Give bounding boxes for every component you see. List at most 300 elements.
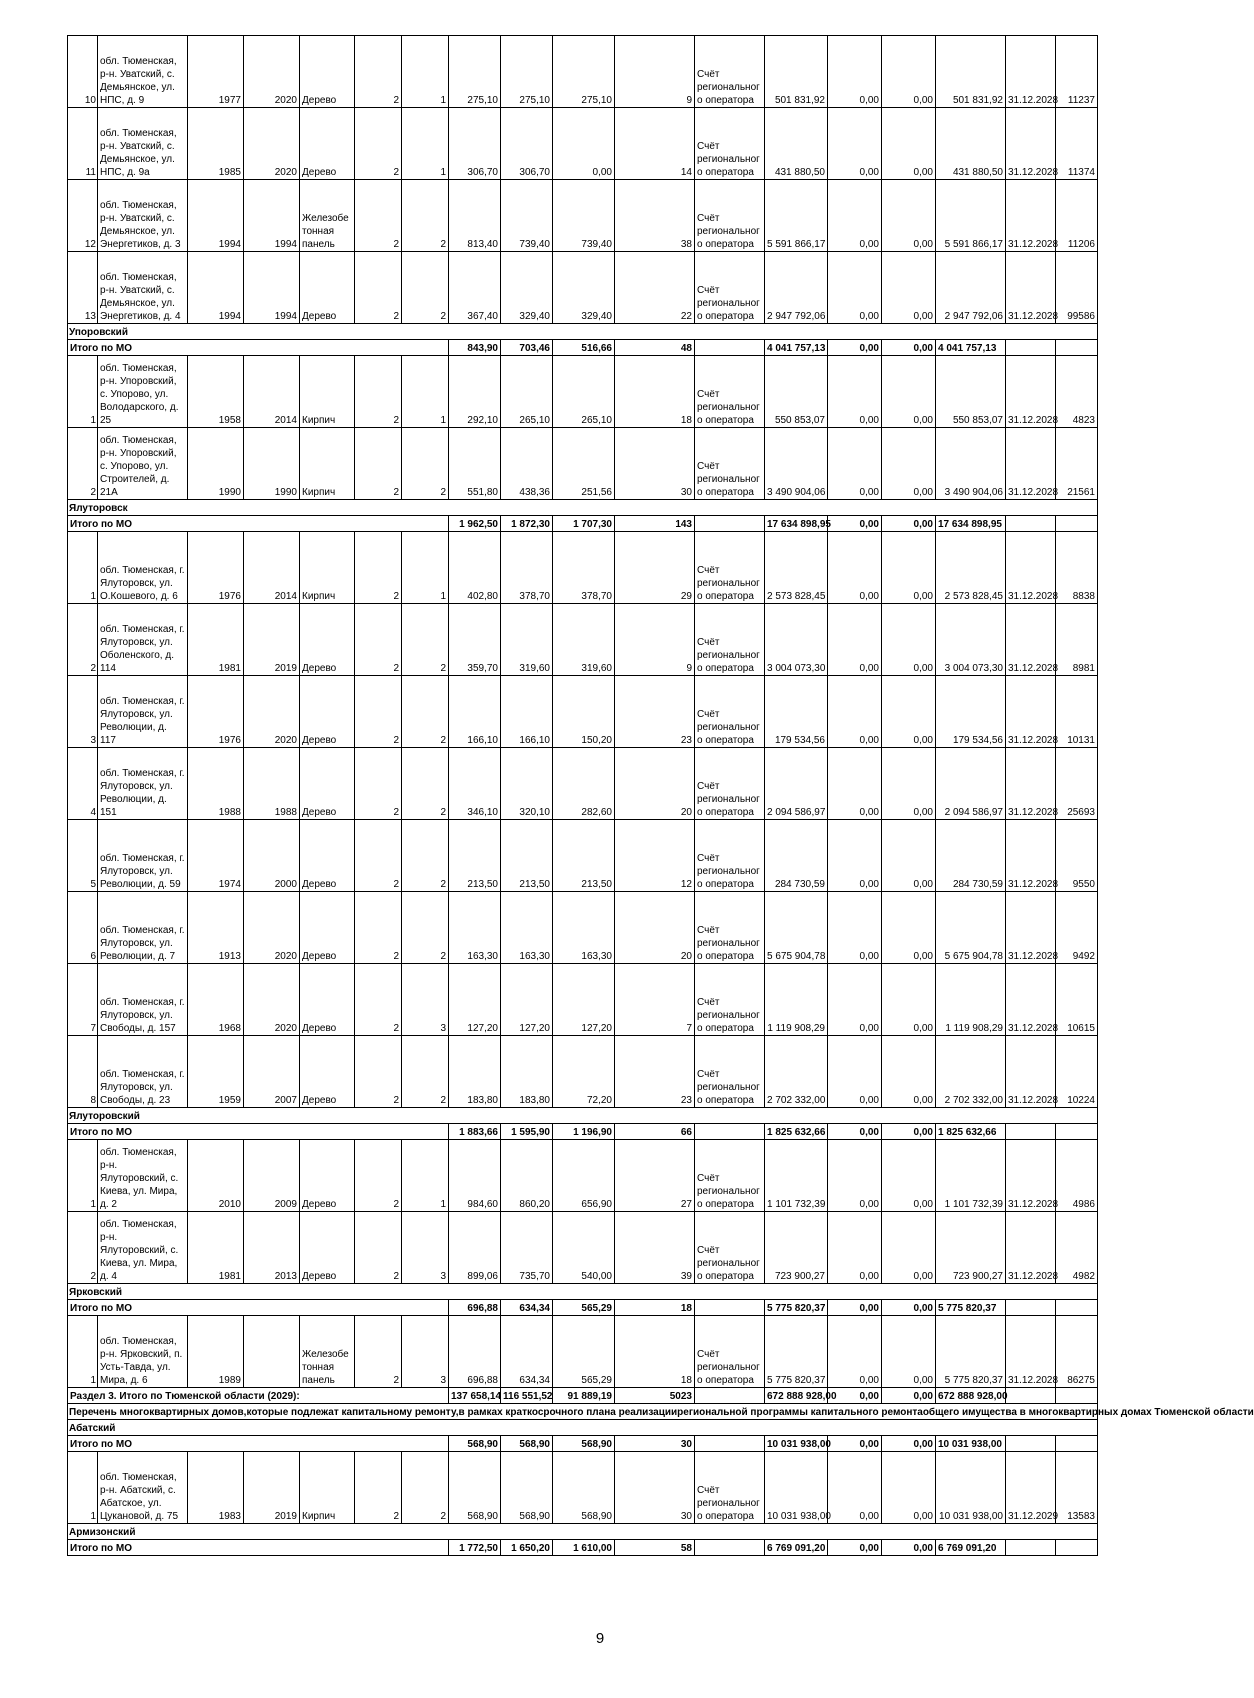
total-label-cell: Итого по МО: [68, 340, 449, 356]
deadline-cell: 31.12.2028: [1006, 252, 1056, 324]
total-cost-budget-cell: 0,00: [882, 340, 936, 356]
area-total-cell: 568,90: [449, 1452, 501, 1524]
material-cell: Дерево: [300, 964, 355, 1036]
material-cell: Кирпич: [300, 428, 355, 500]
year-built-cell: 1983: [188, 1452, 244, 1524]
cost-budget-cell: 0,00: [882, 1140, 936, 1212]
row-number-cell: 1: [68, 1452, 98, 1524]
residents-cell: 20: [615, 748, 695, 820]
area-living-cell: 320,10: [501, 748, 553, 820]
year-repair-cell: 2019: [244, 604, 300, 676]
residents-cell: 12: [615, 820, 695, 892]
total-cost-fund-cell: 0,00: [828, 1300, 882, 1316]
cost-budget-cell: 0,00: [882, 820, 936, 892]
fund-method-cell: Счёт регионального оператора: [695, 356, 765, 428]
floors-cell: 2: [355, 892, 402, 964]
entrances-cell: 2: [402, 180, 449, 252]
deadline-cell: 31.12.2028: [1006, 892, 1056, 964]
total-area-total-cell: 843,90: [449, 340, 501, 356]
cost-budget-cell: 0,00: [882, 180, 936, 252]
fund-method-cell: Счёт регионального оператора: [695, 1452, 765, 1524]
area-private-cell: 0,00: [553, 108, 615, 180]
area-private-cell: 265,10: [553, 356, 615, 428]
cost-owners-cell: 2 947 792,06: [936, 252, 1006, 324]
entrances-cell: 2: [402, 604, 449, 676]
total-area-total-cell: 1 962,50: [449, 516, 501, 532]
year-repair-cell: 2007: [244, 1036, 300, 1108]
residents-cell: 9: [615, 604, 695, 676]
floors-cell: 2: [355, 180, 402, 252]
material-cell: Дерево: [300, 1212, 355, 1284]
section-total-row: [68, 1388, 1098, 1404]
residents-cell: 30: [615, 428, 695, 500]
cost-budget-cell: 0,00: [882, 36, 936, 108]
entrances-cell: 1: [402, 1140, 449, 1212]
entrances-cell: 1: [402, 108, 449, 180]
cost-fund-cell: 0,00: [828, 428, 882, 500]
row-number-cell: 6: [68, 892, 98, 964]
total-cost-owners-cell: 5 775 820,37: [936, 1300, 1006, 1316]
house-id-cell: 86275: [1056, 1316, 1098, 1388]
entrances-cell: 2: [402, 1452, 449, 1524]
house-id-cell: 4823: [1056, 356, 1098, 428]
deadline-cell: 31.12.2029: [1006, 1452, 1056, 1524]
deadline-cell: 31.12.2028: [1006, 180, 1056, 252]
year-repair-cell: 2019: [244, 1452, 300, 1524]
area-living-cell: 319,60: [501, 604, 553, 676]
total-cost-cell: 4 041 757,13: [765, 340, 828, 356]
house-id-cell: 10224: [1056, 1036, 1098, 1108]
material-cell: Дерево: [300, 252, 355, 324]
group-header-cell: Ялуторовск: [68, 500, 1098, 516]
group-header-row: [68, 1524, 1098, 1540]
cost-cell: 2 702 332,00: [765, 1036, 828, 1108]
table-row: [68, 1140, 1098, 1212]
address-cell: обл. Тюменская, р-н. Ярковский, п. Усть-Тавда, ул. Мира, д. 6: [98, 1316, 188, 1388]
empty-cell: [695, 340, 765, 356]
empty-cell: [695, 1300, 765, 1316]
year-built-cell: 1959: [188, 1036, 244, 1108]
area-total-cell: 292,10: [449, 356, 501, 428]
area-total-cell: 275,10: [449, 36, 501, 108]
material-cell: Дерево: [300, 108, 355, 180]
table-row: [68, 892, 1098, 964]
empty-cell: [1056, 1540, 1098, 1556]
year-built-cell: 1968: [188, 964, 244, 1036]
cost-budget-cell: 0,00: [882, 428, 936, 500]
floors-cell: 2: [355, 820, 402, 892]
area-living-cell: 860,20: [501, 1140, 553, 1212]
empty-cell: [695, 1388, 765, 1404]
residents-cell: 39: [615, 1212, 695, 1284]
total-cost-cell: 672 888 928,00: [765, 1388, 828, 1404]
area-total-cell: 346,10: [449, 748, 501, 820]
cost-fund-cell: 0,00: [828, 676, 882, 748]
empty-cell: [1006, 1540, 1056, 1556]
total-cost-budget-cell: 0,00: [882, 1300, 936, 1316]
cost-owners-cell: 2 573 828,45: [936, 532, 1006, 604]
material-cell: Дерево: [300, 748, 355, 820]
material-cell: Дерево: [300, 36, 355, 108]
floors-cell: 2: [355, 252, 402, 324]
total-residents-cell: 66: [615, 1124, 695, 1140]
cost-owners-cell: 1 101 732,39: [936, 1140, 1006, 1212]
deadline-cell: 31.12.2028: [1006, 428, 1056, 500]
cost-fund-cell: 0,00: [828, 1452, 882, 1524]
total-residents-cell: 143: [615, 516, 695, 532]
fund-method-cell: Счёт регионального оператора: [695, 1140, 765, 1212]
house-id-cell: 9550: [1056, 820, 1098, 892]
house-id-cell: 11237: [1056, 36, 1098, 108]
cost-owners-cell: 2 094 586,97: [936, 748, 1006, 820]
address-cell: обл. Тюменская, р-н. Ялуторовский, с. Киева, ул. Мира, д. 4: [98, 1212, 188, 1284]
cost-fund-cell: 0,00: [828, 604, 882, 676]
total-cost-fund-cell: 0,00: [828, 1540, 882, 1556]
cost-owners-cell: 10 031 938,00: [936, 1452, 1006, 1524]
total-label-cell: Итого по МО: [68, 516, 449, 532]
total-area-total-cell: 568,90: [449, 1436, 501, 1452]
year-repair-cell: [244, 1316, 300, 1388]
table-row: [68, 532, 1098, 604]
cost-owners-cell: 3 490 904,06: [936, 428, 1006, 500]
area-private-cell: 540,00: [553, 1212, 615, 1284]
row-number-cell: 2: [68, 428, 98, 500]
residents-cell: 23: [615, 1036, 695, 1108]
cost-budget-cell: 0,00: [882, 748, 936, 820]
total-label-cell: Раздел 3. Итого по Тюменской области (2029):: [68, 1388, 449, 1404]
table-row: [68, 108, 1098, 180]
area-private-cell: 163,30: [553, 892, 615, 964]
entrances-cell: 1: [402, 356, 449, 428]
total-cost-owners-cell: 1 825 632,66: [936, 1124, 1006, 1140]
year-repair-cell: 2020: [244, 892, 300, 964]
cost-owners-cell: 501 831,92: [936, 36, 1006, 108]
area-private-cell: 319,60: [553, 604, 615, 676]
row-number-cell: 10: [68, 36, 98, 108]
area-total-cell: 359,70: [449, 604, 501, 676]
group-total-row: [68, 1300, 1098, 1316]
area-living-cell: 275,10: [501, 36, 553, 108]
area-total-cell: 166,10: [449, 676, 501, 748]
fund-method-cell: Счёт регионального оператора: [695, 892, 765, 964]
area-living-cell: 127,20: [501, 964, 553, 1036]
area-private-cell: 282,60: [553, 748, 615, 820]
area-living-cell: 306,70: [501, 108, 553, 180]
fund-method-cell: Счёт регионального оператора: [695, 1212, 765, 1284]
total-cost-cell: 5 775 820,37: [765, 1300, 828, 1316]
empty-cell: [1056, 1388, 1098, 1404]
fund-method-cell: Счёт регионального оператора: [695, 676, 765, 748]
total-residents-cell: 5023: [615, 1388, 695, 1404]
total-residents-cell: 30: [615, 1436, 695, 1452]
year-built-cell: 1958: [188, 356, 244, 428]
table-row: [68, 356, 1098, 428]
row-number-cell: 4: [68, 748, 98, 820]
residents-cell: 27: [615, 1140, 695, 1212]
area-private-cell: 378,70: [553, 532, 615, 604]
empty-cell: [1006, 1300, 1056, 1316]
row-number-cell: 1: [68, 1316, 98, 1388]
total-cost-fund-cell: 0,00: [828, 1124, 882, 1140]
year-repair-cell: 2014: [244, 356, 300, 428]
total-area-living-cell: 634,34: [501, 1300, 553, 1316]
material-cell: Железобетонная панель: [300, 1316, 355, 1388]
cost-budget-cell: 0,00: [882, 1452, 936, 1524]
cost-owners-cell: 550 853,07: [936, 356, 1006, 428]
floors-cell: 2: [355, 1140, 402, 1212]
year-built-cell: 1981: [188, 604, 244, 676]
list-title-row: [68, 1404, 1098, 1420]
entrances-cell: 1: [402, 532, 449, 604]
total-residents-cell: 48: [615, 340, 695, 356]
deadline-cell: 31.12.2028: [1006, 676, 1056, 748]
year-repair-cell: 1994: [244, 252, 300, 324]
fund-method-cell: Счёт регионального оператора: [695, 252, 765, 324]
cost-owners-cell: 2 702 332,00: [936, 1036, 1006, 1108]
row-number-cell: 8: [68, 1036, 98, 1108]
entrances-cell: 2: [402, 428, 449, 500]
table-row: [68, 428, 1098, 500]
house-id-cell: 8981: [1056, 604, 1098, 676]
area-private-cell: 656,90: [553, 1140, 615, 1212]
deadline-cell: 31.12.2028: [1006, 1212, 1056, 1284]
row-number-cell: 2: [68, 1212, 98, 1284]
empty-cell: [1056, 1300, 1098, 1316]
material-cell: Дерево: [300, 604, 355, 676]
cost-cell: 723 900,27: [765, 1212, 828, 1284]
cost-cell: 5 675 904,78: [765, 892, 828, 964]
cost-fund-cell: 0,00: [828, 180, 882, 252]
group-header-row: [68, 1108, 1098, 1124]
total-label-cell: Итого по МО: [68, 1436, 449, 1452]
area-living-cell: 183,80: [501, 1036, 553, 1108]
floors-cell: 2: [355, 108, 402, 180]
entrances-cell: 1: [402, 36, 449, 108]
area-living-cell: 213,50: [501, 820, 553, 892]
table-row: [68, 1036, 1098, 1108]
total-cost-owners-cell: 17 634 898,95: [936, 516, 1006, 532]
fund-method-cell: Счёт регионального оператора: [695, 36, 765, 108]
cost-cell: 2 947 792,06: [765, 252, 828, 324]
group-total-row: [68, 1436, 1098, 1452]
total-area-private-cell: 565,29: [553, 1300, 615, 1316]
cost-owners-cell: 284 730,59: [936, 820, 1006, 892]
total-area-private-cell: 568,90: [553, 1436, 615, 1452]
total-area-living-cell: 1 595,90: [501, 1124, 553, 1140]
total-area-living-cell: 1 650,20: [501, 1540, 553, 1556]
entrances-cell: 2: [402, 892, 449, 964]
cost-owners-cell: 431 880,50: [936, 108, 1006, 180]
floors-cell: 2: [355, 36, 402, 108]
material-cell: Кирпич: [300, 356, 355, 428]
area-total-cell: 306,70: [449, 108, 501, 180]
row-number-cell: 1: [68, 356, 98, 428]
cost-owners-cell: 3 004 073,30: [936, 604, 1006, 676]
total-label-cell: Итого по МО: [68, 1540, 449, 1556]
cost-cell: 1 119 908,29: [765, 964, 828, 1036]
cost-fund-cell: 0,00: [828, 532, 882, 604]
deadline-cell: 31.12.2028: [1006, 820, 1056, 892]
cost-owners-cell: 5 775 820,37: [936, 1316, 1006, 1388]
area-total-cell: 813,40: [449, 180, 501, 252]
group-total-row: [68, 1540, 1098, 1556]
cost-owners-cell: 5 675 904,78: [936, 892, 1006, 964]
group-header-cell: Перечень многоквартирных домов,которые подлежат капитальному ремонту,в рамках краткосрочного плана реализациирегиональной программы капитального ремонтаобщего имущества в многоквартирных домах Тюменской области: [68, 1404, 1098, 1420]
residents-cell: 18: [615, 356, 695, 428]
empty-cell: [695, 516, 765, 532]
fund-method-cell: Счёт регионального оператора: [695, 108, 765, 180]
total-cost-cell: 10 031 938,00: [765, 1436, 828, 1452]
group-header-row: [68, 500, 1098, 516]
cost-fund-cell: 0,00: [828, 820, 882, 892]
house-id-cell: 11374: [1056, 108, 1098, 180]
total-cost-fund-cell: 0,00: [828, 516, 882, 532]
cost-fund-cell: 0,00: [828, 748, 882, 820]
cost-fund-cell: 0,00: [828, 1212, 882, 1284]
area-private-cell: 127,20: [553, 964, 615, 1036]
area-living-cell: 739,40: [501, 180, 553, 252]
total-cost-fund-cell: 0,00: [828, 1436, 882, 1452]
area-private-cell: 72,20: [553, 1036, 615, 1108]
floors-cell: 2: [355, 428, 402, 500]
year-repair-cell: 2013: [244, 1212, 300, 1284]
deadline-cell: 31.12.2028: [1006, 748, 1056, 820]
fund-method-cell: Счёт регионального оператора: [695, 428, 765, 500]
floors-cell: 2: [355, 604, 402, 676]
year-built-cell: 1988: [188, 748, 244, 820]
address-cell: обл. Тюменская, р-н. Уватский, с. Демьянское, ул. НПС, д. 9: [98, 36, 188, 108]
area-private-cell: 213,50: [553, 820, 615, 892]
year-built-cell: 1976: [188, 676, 244, 748]
area-total-cell: 163,30: [449, 892, 501, 964]
area-private-cell: 251,56: [553, 428, 615, 500]
fund-method-cell: Счёт регионального оператора: [695, 748, 765, 820]
deadline-cell: 31.12.2028: [1006, 1316, 1056, 1388]
total-area-private-cell: 91 889,19: [553, 1388, 615, 1404]
cost-budget-cell: 0,00: [882, 532, 936, 604]
year-repair-cell: 1990: [244, 428, 300, 500]
cost-cell: 5 591 866,17: [765, 180, 828, 252]
area-private-cell: 275,10: [553, 36, 615, 108]
area-total-cell: 984,60: [449, 1140, 501, 1212]
table-row: [68, 820, 1098, 892]
cost-budget-cell: 0,00: [882, 604, 936, 676]
deadline-cell: 31.12.2028: [1006, 1140, 1056, 1212]
residents-cell: 18: [615, 1316, 695, 1388]
fund-method-cell: Счёт регионального оператора: [695, 1316, 765, 1388]
total-area-total-cell: 1 883,66: [449, 1124, 501, 1140]
area-living-cell: 378,70: [501, 532, 553, 604]
year-built-cell: 1989: [188, 1316, 244, 1388]
group-header-cell: Армизонский: [68, 1524, 1098, 1540]
residents-cell: 23: [615, 676, 695, 748]
row-number-cell: 1: [68, 532, 98, 604]
cost-cell: 1 101 732,39: [765, 1140, 828, 1212]
address-cell: обл. Тюменская, р-н. Упоровский, с. Упорово, ул. Володарского, д. 25: [98, 356, 188, 428]
material-cell: Дерево: [300, 1036, 355, 1108]
residents-cell: 9: [615, 36, 695, 108]
group-total-row: [68, 1124, 1098, 1140]
cost-cell: 431 880,50: [765, 108, 828, 180]
address-cell: обл. Тюменская, р-н. Уватский, с. Демьянское, ул. Энергетиков, д. 4: [98, 252, 188, 324]
material-cell: Железобетонная панель: [300, 180, 355, 252]
house-id-cell: 99586: [1056, 252, 1098, 324]
year-repair-cell: 2014: [244, 532, 300, 604]
floors-cell: 2: [355, 676, 402, 748]
total-cost-owners-cell: 4 041 757,13: [936, 340, 1006, 356]
residents-cell: 29: [615, 532, 695, 604]
area-living-cell: 634,34: [501, 1316, 553, 1388]
total-cost-fund-cell: 0,00: [828, 1388, 882, 1404]
total-residents-cell: 18: [615, 1300, 695, 1316]
cost-cell: 2 573 828,45: [765, 532, 828, 604]
empty-cell: [1006, 516, 1056, 532]
material-cell: Дерево: [300, 676, 355, 748]
address-cell: обл. Тюменская, г. Ялуторовск, ул. Революции, д. 59: [98, 820, 188, 892]
total-label-cell: Итого по МО: [68, 1300, 449, 1316]
area-total-cell: 402,80: [449, 532, 501, 604]
house-id-cell: 25693: [1056, 748, 1098, 820]
cost-budget-cell: 0,00: [882, 252, 936, 324]
house-id-cell: 10131: [1056, 676, 1098, 748]
row-number-cell: 2: [68, 604, 98, 676]
area-private-cell: 565,29: [553, 1316, 615, 1388]
table-row: [68, 180, 1098, 252]
total-area-living-cell: 116 551,52: [501, 1388, 553, 1404]
group-header-cell: Ялуторовский: [68, 1108, 1098, 1124]
cost-cell: 3 004 073,30: [765, 604, 828, 676]
empty-cell: [1056, 1436, 1098, 1452]
area-living-cell: 265,10: [501, 356, 553, 428]
empty-cell: [1056, 1124, 1098, 1140]
table-row: [68, 1316, 1098, 1388]
floors-cell: 2: [355, 1212, 402, 1284]
group-header-cell: Абатский: [68, 1420, 1098, 1436]
empty-cell: [695, 1124, 765, 1140]
empty-cell: [1056, 516, 1098, 532]
deadline-cell: 31.12.2028: [1006, 964, 1056, 1036]
total-cost-budget-cell: 0,00: [882, 1436, 936, 1452]
house-id-cell: 13583: [1056, 1452, 1098, 1524]
floors-cell: 2: [355, 748, 402, 820]
table-row: [68, 36, 1098, 108]
cost-budget-cell: 0,00: [882, 108, 936, 180]
empty-cell: [1006, 340, 1056, 356]
area-private-cell: 150,20: [553, 676, 615, 748]
fund-method-cell: Счёт регионального оператора: [695, 604, 765, 676]
cost-budget-cell: 0,00: [882, 892, 936, 964]
cost-cell: 550 853,07: [765, 356, 828, 428]
entrances-cell: 2: [402, 676, 449, 748]
area-living-cell: 438,36: [501, 428, 553, 500]
cost-cell: 2 094 586,97: [765, 748, 828, 820]
address-cell: обл. Тюменская, р-н. Абатский, с. Абатское, ул. Цукановой, д. 75: [98, 1452, 188, 1524]
year-built-cell: 1985: [188, 108, 244, 180]
total-area-total-cell: 696,88: [449, 1300, 501, 1316]
empty-cell: [695, 1436, 765, 1452]
total-area-living-cell: 568,90: [501, 1436, 553, 1452]
cost-cell: 179 534,56: [765, 676, 828, 748]
address-cell: обл. Тюменская, р-н. Упоровский, с. Упорово, ул. Строителей, д. 21А: [98, 428, 188, 500]
house-id-cell: 9492: [1056, 892, 1098, 964]
year-repair-cell: 2020: [244, 36, 300, 108]
row-number-cell: 3: [68, 676, 98, 748]
empty-cell: [1006, 1124, 1056, 1140]
area-total-cell: 899,06: [449, 1212, 501, 1284]
house-id-cell: 10615: [1056, 964, 1098, 1036]
year-repair-cell: 2009: [244, 1140, 300, 1212]
capital-repair-table: [67, 35, 1254, 1556]
